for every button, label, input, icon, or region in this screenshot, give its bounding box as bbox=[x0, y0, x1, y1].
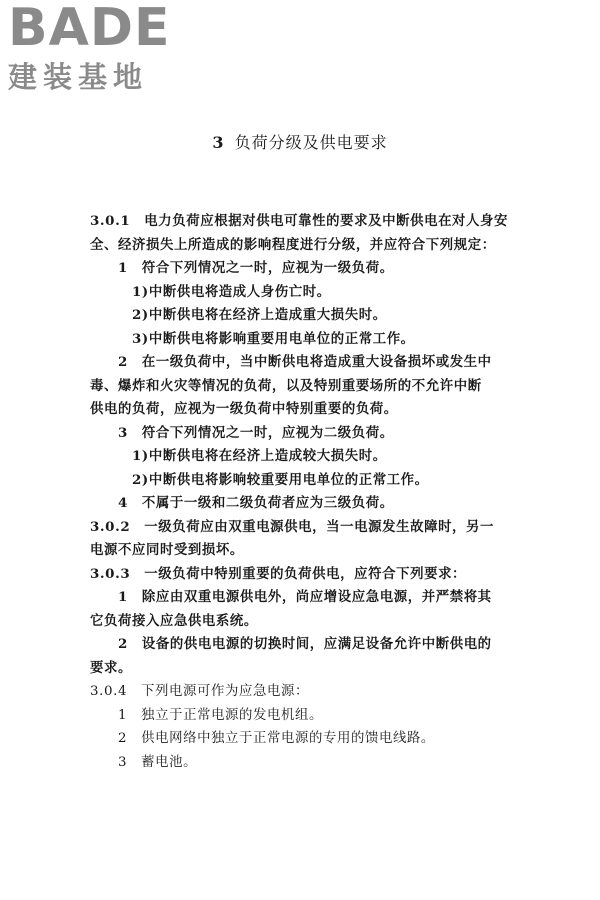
clause-3-0-3-item-2-line-1: 2 设备的供电电源的切换时间，应满足设备允许中断供电的 bbox=[118, 636, 492, 652]
clause-3-0-3-item-2-line-2: 要求。 bbox=[90, 659, 132, 676]
item-3-heading: 3 符合下列情况之一时，应视为二级负荷。 bbox=[118, 424, 394, 441]
item-2-line-3: 供电的负荷，应视为一级负荷中特别重要的负荷。 bbox=[90, 401, 398, 417]
sub-item: 1)中断供电将造成人身伤亡时。 bbox=[132, 283, 331, 300]
item-1-heading: 1 符合下列情况之一时，应视为一级负荷。 bbox=[118, 260, 394, 276]
clause-3-0-2-line-1: 3.0.2 一级负荷应由双重电源供电，当一电源发生故障时，另一 bbox=[90, 518, 495, 535]
clause-3-0-1-line-1: 3.0.1 电力负荷应根据对供电可靠性的要求及中断供电在对人身安 bbox=[90, 213, 509, 229]
clause-3-0-4-heading: 3.0.4 下列电源可作为应急电源： bbox=[90, 684, 309, 699]
logo-wordmark: BADE bbox=[8, 0, 171, 58]
clause-3-0-1-line-2: 全、经济损失上所造成的影响程度进行分级，并应符合下列规定： bbox=[90, 236, 496, 253]
sub-item: 2)中断供电将在经济上造成重大损失时。 bbox=[132, 307, 387, 323]
clause-3-0-3-item-1-line-2: 它负荷接入应急供电系统。 bbox=[90, 612, 258, 629]
section-title bbox=[0, 130, 600, 153]
clause-3-0-3-item-1-line-1: 1 除应由双重电源供电外，尚应增设应急电源，并严禁将其 bbox=[118, 589, 492, 605]
section-number: 3 bbox=[212, 133, 225, 152]
document-body bbox=[90, 210, 530, 774]
section-title-text: 负荷分级及供电要求 bbox=[234, 133, 388, 152]
logo-subtitle: 建装基地 bbox=[8, 60, 149, 94]
clause-3-0-2-line-2: 电源不应同时受到损坏。 bbox=[90, 542, 244, 558]
sub-item: 3)中断供电将影响重要用电单位的正常工作。 bbox=[132, 330, 415, 347]
item-4: 4 不属于一级和二级负荷者应为三级负荷。 bbox=[118, 495, 394, 511]
clause-3-0-3-heading: 3.0.3 一级负荷中特别重要的负荷供电，应符合下列要求： bbox=[90, 565, 467, 582]
sub-item: 2)中断供电将影响较重要用电单位的正常工作。 bbox=[132, 471, 429, 488]
item-2-line-1: 2 在一级负荷中，当中断供电将造成重大设备损坏或发生中 bbox=[118, 354, 492, 370]
sub-item: 1)中断供电将在经济上造成较大损失时。 bbox=[132, 448, 387, 464]
item-2-line-2: 毒、爆炸和火灾等情况的负荷，以及特别重要场所的不允许中断 bbox=[90, 377, 482, 394]
clause-3-0-4-item-1: 1 独立于正常电源的发电机组。 bbox=[118, 707, 323, 723]
clause-3-0-4-item-3: 3 蓄电池。 bbox=[118, 754, 198, 770]
bade-logo bbox=[8, 2, 178, 97]
clause-3-0-4-item-2: 2 供电网络中独立于正常电源的专用的馈电线路。 bbox=[118, 731, 435, 746]
